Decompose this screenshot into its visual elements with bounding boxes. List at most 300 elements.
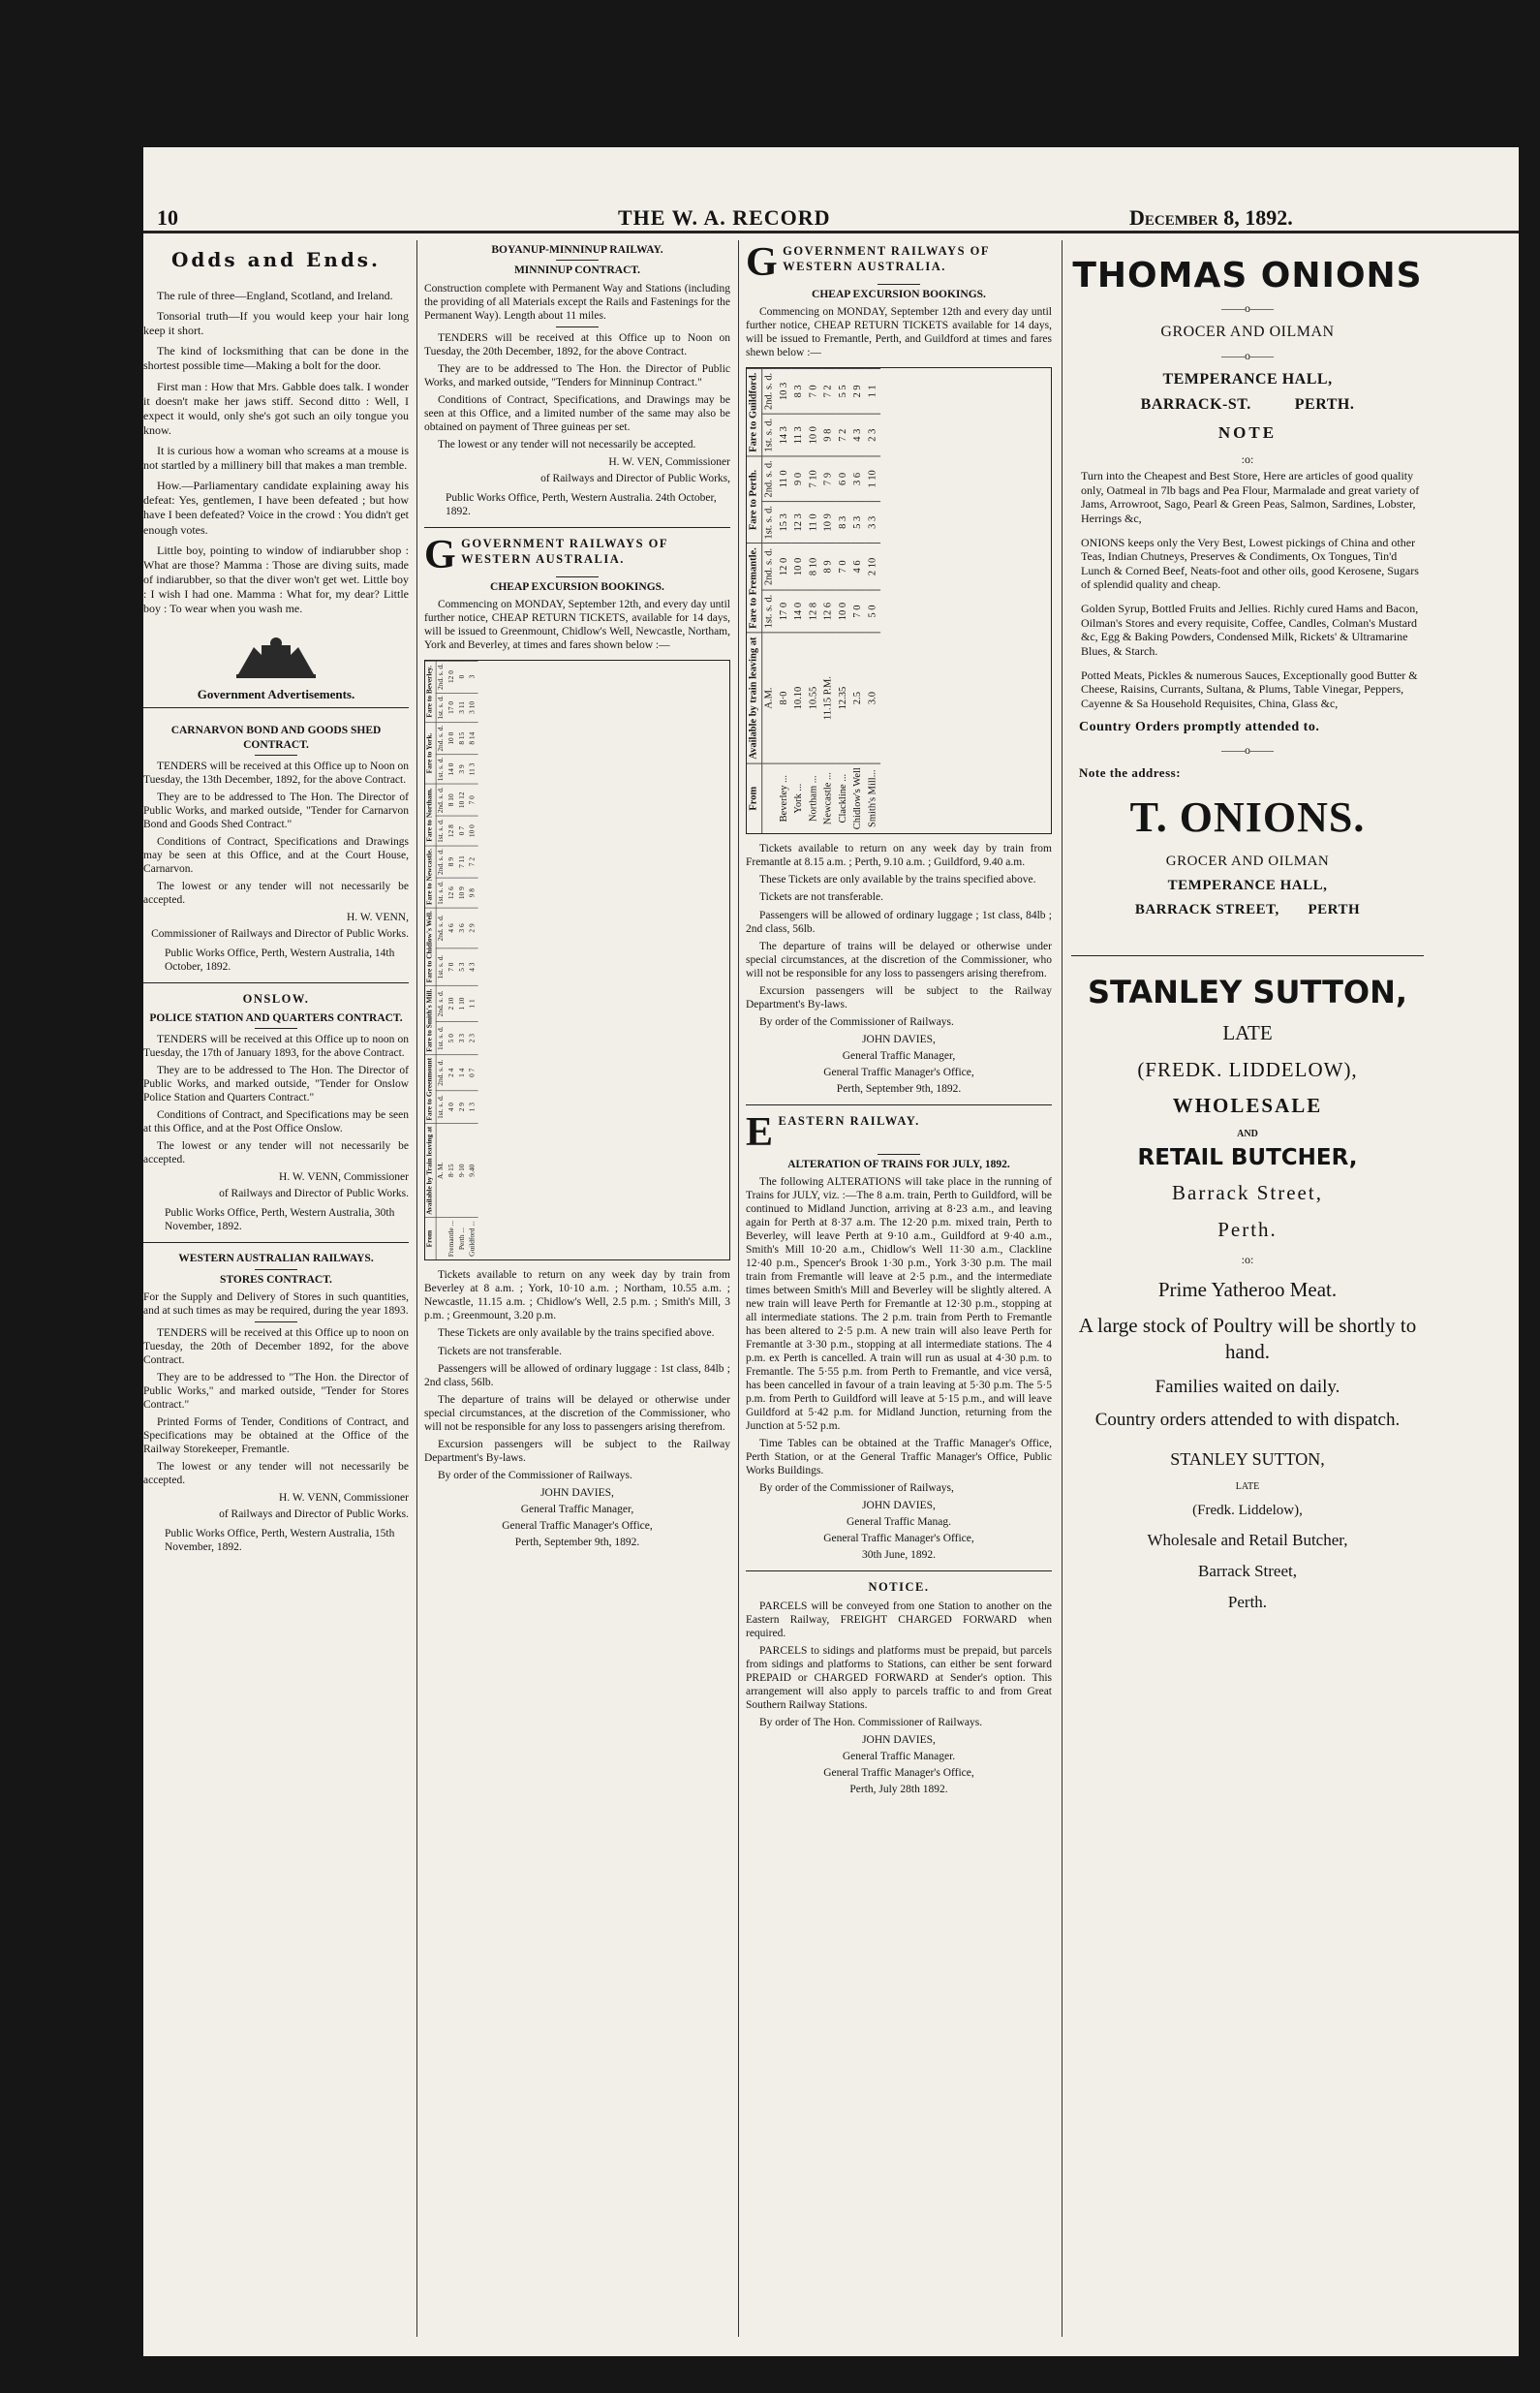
table-cell: 8 14 <box>468 723 478 755</box>
table-cell: 11 0 <box>777 456 791 502</box>
signature-office: General Traffic Manager's Office, <box>823 1767 974 1780</box>
notice-text: The lowest or any tender will not necessarily be accepted. <box>143 1461 409 1487</box>
column-divider <box>416 240 417 2337</box>
table-cell: 7 11 <box>457 846 468 878</box>
table-cell: 11.15 P.M. <box>821 634 836 764</box>
notice-place-date: Public Works Office, Perth, Western Australia, 14th October, 1892. <box>165 948 395 974</box>
masthead: THE W. A. RECORD <box>618 205 831 230</box>
table-cell: 4 3 <box>468 948 478 986</box>
sutton-wholesale: WHOLESALE <box>1172 1093 1323 1117</box>
signature-date: Perth, September 9th, 1892. <box>514 1536 640 1548</box>
signature-title: Commissioner of Railways and Director of Public Works. <box>151 928 409 941</box>
table-cell: 1 10 <box>457 986 468 1022</box>
table-unit-cell: 1st. s. d. <box>762 590 778 633</box>
table-header-cell: From <box>425 1218 436 1259</box>
table-cell: 11 3 <box>468 755 478 785</box>
short-rule <box>556 260 599 261</box>
onions-list: Potted Meats, Pickles & numerous Sauces, Exceptionally good Butter & Cheese, Raisins, Currants, Sultana, & Plums, Table Vinegar, Peppers, Cayenne & Sa Household Requisites, China, Glass &c, <box>1081 668 1418 710</box>
table-cell: 5 0 <box>447 1022 457 1055</box>
drop-cap: E <box>746 1109 775 1155</box>
sutton-name: STANLEY SUTTON, <box>1087 974 1408 1011</box>
table-cell: 1 10 <box>866 456 880 502</box>
onions-trade-2: GROCER AND OILMAN <box>1165 854 1330 870</box>
signature: JOHN DAVIES, <box>540 1486 614 1499</box>
notice-title <box>746 1109 1052 1155</box>
notice-subtitle: ALTERATION OF TRAINS FOR JULY, 1892. <box>787 1158 1010 1170</box>
table-cell: 10 9 <box>821 502 836 544</box>
table-row <box>866 369 880 834</box>
onions-city: PERTH. <box>1294 396 1355 413</box>
onions-list: Turn into the Cheapest and Best Store, Here are articles of good quality only, Oatmeal in 7lb bags and Pea Flour, Marmalade and great variety of Jams, Arrowroot, Sago, Pearl & Green Peas, Salmon, Sardines, Lobster, Herrings &c, <box>1081 469 1420 525</box>
column-3 <box>746 240 1052 2337</box>
table-cell: 9.40 <box>468 1124 478 1218</box>
table-cell: 12.35 <box>836 634 850 764</box>
table-header-cell: Fare to Newcastle. <box>425 846 436 908</box>
table-header-cell: From <box>747 763 762 833</box>
table-cell: 11 3 <box>792 415 807 457</box>
table-unit-cell: 1st. s. d. <box>436 879 447 909</box>
table-cell: 3 3 <box>457 1022 468 1055</box>
table-cell: Fremantle ... <box>447 1218 457 1259</box>
table-header-cell: Fare to York. <box>425 723 436 785</box>
table-cell: 12 8 <box>447 817 457 847</box>
notice-intro: Commencing on MONDAY, September 12th, and every day until further notice, CHEAP RETURN TICKETS, available for 14 days, will be issued to Greenmount, Chidlow's Well, Newcastle, Northam, York and Beverley, at times and fares shown below :— <box>424 599 730 652</box>
table-cell: 2 9 <box>468 908 478 948</box>
onions-note-address: Note the address: <box>1079 765 1182 781</box>
table-cell: 14 0 <box>792 590 807 633</box>
notice-place-date: Public Works Office, Perth, Western Australia. 24th October, 1892. <box>446 491 717 517</box>
short-rule <box>878 1154 920 1155</box>
signature: H. W. VENN, <box>346 912 409 924</box>
table-header-cell: Fare to Guildford. <box>747 369 762 457</box>
signature-date: Perth, September 9th, 1892. <box>836 1082 962 1095</box>
notice-subtitle: CHEAP EXCURSION BOOKINGS. <box>812 289 986 300</box>
table-cell: 7 2 <box>821 369 836 415</box>
table-cell: 12 0 <box>777 544 791 590</box>
sutton-street: Barrack Street, <box>1172 1181 1323 1205</box>
notice-text: The departure of trains will be delayed or otherwise under special circumstances, at the discretion of the Commissioner, who will not be responsible for any loss to passengers arising therefrom. <box>424 1393 730 1433</box>
table-cell: 1 1 <box>468 986 478 1022</box>
table-unit-cell: 2nd. s. d. <box>436 908 447 948</box>
onions-street: BARRACK-ST. <box>1140 396 1251 413</box>
notice-title: BOYANUP-MINNINUP RAILWAY. <box>491 244 663 256</box>
signature-office: General Traffic Manager's Office, <box>823 1066 974 1078</box>
table-unit-cell: 2nd. s. d. <box>436 986 447 1022</box>
fare-table-b <box>746 367 1052 834</box>
onions-list: ONIONS keeps only the Very Best, Lowest pickings of China and other Teas, Indian Chutneys, Preserves & Condiments, Ox Tongues, Tin'd Lunch & Corned Beef, Neats-foot and other oils, good Kerosene, Sugars of splendid quality and cheap. <box>1081 535 1419 592</box>
signature-title: of Railways and Director of Public Works. <box>219 1508 409 1521</box>
notice-text: Printed Forms of Tender, Conditions of Contract, and Specifications may be obtained at the Office of the Railway Storekeeper, Fremantle. <box>143 1416 409 1456</box>
table-unit-cell <box>762 763 778 833</box>
table-cell: 3 9 <box>457 755 468 785</box>
table-row <box>777 369 791 834</box>
table-cell: 3 11 <box>457 693 468 723</box>
section-rule <box>746 1570 1052 1571</box>
table-cell: 8 15 <box>457 723 468 755</box>
table-cell: 3 6 <box>851 456 866 502</box>
table-cell: 7 0 <box>807 369 821 415</box>
table-cell: 9 8 <box>821 415 836 457</box>
odds-title: Odds and Ends. <box>170 248 382 271</box>
sutton-and: AND <box>1237 1129 1258 1140</box>
signature-date: Perth, July 28th 1892. <box>849 1784 948 1796</box>
table-cell: 3 6 <box>457 908 468 948</box>
table-header-cell: Fare to Fremantle. <box>747 544 762 633</box>
notice-text: Tickets are not transferable. <box>438 1345 562 1357</box>
table-row <box>836 369 850 834</box>
section-rule <box>143 1242 409 1243</box>
column-1 <box>143 240 409 2337</box>
signature-date: 30th June, 1892. <box>861 1549 937 1562</box>
table-header-row <box>425 661 436 1259</box>
notice-title-text: GOVERNMENT RAILWAYS OF WESTERN AUSTRALIA. <box>461 536 668 566</box>
short-rule <box>255 1269 297 1270</box>
stores-notice <box>143 1252 409 1554</box>
table-cell: 2 9 <box>851 369 866 415</box>
ornament: :o: <box>1241 452 1254 466</box>
fare-table-a <box>424 660 730 1260</box>
table-cell: 8·15 <box>447 1124 457 1218</box>
signature-title: of Railways and Director of Public Works. <box>219 1188 409 1200</box>
notice-text: TENDERS will be received at this Office up to Noon on Tuesday, the 13th December, 1892, for the above Contract. <box>143 760 409 786</box>
table-cell: 8 9 <box>447 846 457 878</box>
notice-title <box>424 532 730 577</box>
short-rule <box>255 1028 297 1029</box>
table-unit-cell: 1st. s. d. <box>436 1091 447 1124</box>
table-cell: 10 0 <box>792 544 807 590</box>
table-cell: 8 9 <box>821 544 836 590</box>
table-cell: Smith's Mill... <box>866 763 880 833</box>
eastern-railway-notice <box>746 1109 1052 1563</box>
table-cell: 4 0 <box>447 1091 457 1124</box>
ornament: ——o—— <box>1221 301 1274 315</box>
odds-paragraph: First man : How that Mrs. Gabble does talk. I wonder it doesn't make her jaws stiff. Second ditto : Well, I expect it would, only she's got such an oily tongue you know. <box>143 379 409 437</box>
table-header-cell: Fare to Northam. <box>425 785 436 847</box>
table-header-cell: Fare to Beverley. <box>425 661 436 723</box>
notice-text: Conditions of Contract, Specifications, and Drawings may be seen at this Office, and a limited number of the same may also be obtained on payment of Three guineas per set. <box>424 393 730 433</box>
notice-intro: Construction complete with Permanent Way and Stations (including the providing of all Materials except the Rails and Fastenings for the Permanent Way). Length about 11 miles. <box>424 282 730 322</box>
sutton-retail: RETAIL BUTCHER, <box>1137 1145 1358 1171</box>
table-cell: 3 <box>468 661 478 693</box>
column-2 <box>424 240 730 2337</box>
table-unit-cell: 2nd. s. d. <box>436 723 447 755</box>
boyanup-notice <box>424 243 730 518</box>
sutton-street-2: Barrack Street, <box>1198 1562 1297 1581</box>
table-unit-cell: 2nd. s. d. <box>436 846 447 878</box>
table-cell: 5 5 <box>836 369 850 415</box>
table-cell: 4 6 <box>851 544 866 590</box>
table-cell: 12 6 <box>447 879 457 909</box>
sutton-late-2: LATE <box>1235 1480 1260 1492</box>
table-cell: 3 10 <box>468 693 478 723</box>
parcels-notice <box>746 1580 1052 1796</box>
onions-hall-2: TEMPERANCE HALL, <box>1167 878 1328 894</box>
signature-office: General Traffic Manager's Office, <box>823 1533 974 1545</box>
table-row <box>468 661 478 1259</box>
notice-title: ONSLOW. <box>242 992 310 1007</box>
notice-text: Passengers will be allowed of ordinary luggage : 1st class, 84lb ; 2nd class, 56lb. <box>424 1362 730 1388</box>
notice-text: Excursion passengers will be subject to the Railway Department's By-laws. <box>746 984 1052 1010</box>
signature-office: General Traffic Manager's Office, <box>502 1519 653 1532</box>
table-cell: Newcastle ... <box>821 763 836 833</box>
table-cell: 2 9 <box>457 1091 468 1124</box>
short-rule <box>556 326 599 327</box>
signature: H. W. VENN, Commissioner <box>279 1171 409 1184</box>
table-cell: 1 1 <box>866 369 880 415</box>
notice-text: By order of the Commissioner of Railways. <box>438 1469 632 1481</box>
onions-note: NOTE <box>1217 423 1278 442</box>
odds-paragraph: Little boy, pointing to window of indiarubber shop : What are those? Mamma : Those are diving suits, made of indiarubber, so that the diver won't get wet. Little boy : I wish I had one. Mamma : What for, my dear? Little boy : To wear when you wash me. <box>143 543 409 616</box>
excursion-notice-b <box>746 240 1052 1096</box>
notice-text: Tickets available to return on any week day by train from Beverley at 8 a.m. ; York, 10·10 a.m. ; Northam, 10.55 a.m. ; Newcastle, 11.15 a.m. ; Chidlow's Well, 2.5 p.m. ; Smith's Mill, 3 p.m. ; Greenmount, 3.20 p.m. <box>424 1269 730 1322</box>
table-cell: 2 10 <box>447 986 457 1022</box>
table-cell: Perth ... <box>457 1218 468 1259</box>
table-cell: 7 0 <box>447 948 457 986</box>
table-unit-cell: 1st. s. d. <box>762 415 778 457</box>
table-cell: Chidlow's Well <box>851 763 866 833</box>
notice-text: Excursion passengers will be subject to the Railway Department's By-laws. <box>424 1438 730 1464</box>
table-cell: 8 3 <box>792 369 807 415</box>
table-cell: 8 3 <box>836 502 850 544</box>
sutton-country: Country orders attended to with dispatch. <box>1094 1410 1401 1431</box>
table-cell: 10 9 <box>457 879 468 909</box>
drop-cap: G <box>746 240 780 285</box>
notice-subtitle: CHEAP EXCURSION BOOKINGS. <box>490 580 664 593</box>
table-cell: 12 8 <box>807 590 821 633</box>
odds-paragraph: It is curious how a woman who screams at a mouse is not startled by a millinery bill that makes a man tremble. <box>143 443 409 473</box>
table-cell: 5 0 <box>866 590 880 633</box>
table-cell: 2 3 <box>866 415 880 457</box>
table-header-cell: Fare to Chidlow's Well. <box>425 908 436 985</box>
onions-trade: GROCER AND OILMAN <box>1160 324 1335 340</box>
notice-subtitle: POLICE STATION AND QUARTERS CONTRACT. <box>149 1011 403 1024</box>
short-rule <box>878 284 920 285</box>
notice-place-date: Public Works Office, Perth, Western Australia, 15th November, 1892. <box>165 1528 395 1554</box>
table-cell: 4 3 <box>851 415 866 457</box>
notice-title: NOTICE. <box>868 1580 930 1595</box>
table-cell: 7 10 <box>807 456 821 502</box>
notice-title: WESTERN AUSTRALIAN RAILWAYS. <box>178 1253 374 1265</box>
notice-text: These Tickets are only available by the trains specified above. <box>759 874 1036 886</box>
table-cell: 2 3 <box>468 1022 478 1055</box>
table-header-cell: Fare to Smith's Mill. <box>425 986 436 1055</box>
odds-paragraph: The rule of three—England, Scotland, and Ireland. <box>157 289 393 302</box>
table-cell: 10 0 <box>447 723 457 755</box>
table-cell: 11 0 <box>807 502 821 544</box>
table-cell: 3 3 <box>866 502 880 544</box>
fare-table <box>425 661 478 1259</box>
ornament: ——o—— <box>1221 349 1274 362</box>
table-cell: 8·0 <box>777 634 791 764</box>
onions-address-2 <box>1071 902 1424 918</box>
onions-city-2: PERTH <box>1308 902 1361 918</box>
notice-text: By order of the Commissioner of Railways. <box>759 1015 954 1028</box>
table-cell: 2 4 <box>447 1055 457 1091</box>
table-unit-row <box>762 369 778 834</box>
issue-date: December 8, 1892. <box>1129 205 1293 230</box>
notice-title <box>746 240 1052 285</box>
table-unit-cell: A.M. <box>762 634 778 764</box>
ornament: ——o—— <box>1221 743 1274 758</box>
table-cell: Clackline ... <box>836 763 850 833</box>
page-number: 10 <box>157 205 178 230</box>
notice-intro: Commencing on MONDAY, September 12th and every day until further notice, CHEAP RETURN TICKETS available for 14 days, will be issued to Fremantle, Perth, and Guildford at times and fares shewn below :— <box>746 306 1052 359</box>
section-rule <box>143 982 409 983</box>
table-cell: 10 0 <box>807 415 821 457</box>
short-rule <box>255 755 297 756</box>
sutton-city: Perth. <box>1217 1217 1278 1241</box>
onslow-notice <box>143 992 409 1233</box>
notice-text: PARCELS to sidings and platforms must be prepaid, but parcels from sidings and platforms to Stations, can either be sent forward PREPAID or CHARGED FORWARD at Sender's option. This arrangement will also apply to parcels traffic to and from Great Southern Railway Stations. <box>746 1645 1052 1712</box>
table-cell: 14 3 <box>777 415 791 457</box>
notice-title-text: EASTERN RAILWAY. <box>778 1113 920 1128</box>
table-unit-cell: 1st. s. d. <box>436 755 447 785</box>
table-cell: 10 12 <box>457 785 468 817</box>
onions-name: THOMAS ONIONS <box>1072 256 1423 295</box>
table-cell: 10 0 <box>468 817 478 847</box>
notice-text: They are to be addressed to "The Hon. the Director of Public Works," and marked outside, "Tender for Stores Contract." <box>143 1372 409 1412</box>
signature-title: General Traffic Manager, <box>842 1049 956 1062</box>
fare-table-rotated <box>425 661 478 1259</box>
table-cell: Northam ... <box>807 763 821 833</box>
table-unit-cell: 1st. s. d. <box>436 693 447 723</box>
table-unit-cell: 1st. s. d. <box>436 817 447 847</box>
table-cell: 4 6 <box>447 908 457 948</box>
onions-country-orders: Country Orders promptly attended to. <box>1079 720 1320 735</box>
notice-text: Conditions of Contract, and Specifications may be seen at this Office, and at the Post Office Onslow. <box>143 1109 409 1135</box>
section-rule <box>1071 955 1424 956</box>
table-unit-cell: 2nd. s. d. <box>436 785 447 817</box>
column-divider <box>738 240 739 2337</box>
table-unit-cell: 1st. s. d. <box>436 1022 447 1055</box>
notice-text: PARCELS will be conveyed from one Station to another on the Eastern Railway, FREIGHT CHARGED FORWARD when required. <box>746 1601 1052 1640</box>
table-header-cell: Fare to Greenmount <box>425 1055 436 1124</box>
signature-title: of Railways and Director of Public Works, <box>540 472 730 484</box>
table-unit-cell: 1st. s. d. <box>762 502 778 544</box>
table-row <box>447 661 457 1259</box>
notice-text: The following ALTERATIONS will take place in the running of Trains for JULY, viz. :—The 8 a.m. train, Perth to Guildford, will be continued to Midland Junction, arriving at 8·23 a.m., and leaving again for Perth at 8·37 a.m. The 12·20 p.m. mixed train, Perth to Beverley, will leave Perth at 9·10 a.m., Guildford at 9·40 a.m., Smith's Mill 10·20 a.m., Chidlow's Well 11·30 a.m., Clackline 12·40 p.m., Spencer's Brook 1·30 p.m., York 3·30 p.m. The mail train from Fremantle will leave at 2·5 p.m., and the intermediate times between Smith's Mill and Beverley will be slightly altered. A new train will leave Perth for Fremantle at 12·30 p.m., stopping at all intermediate stations. The 2 p.m. train from Perth to Fremantle has been altered to 2·5 p.m. A new train will also leave Perth for Fremantle at 3·30 p.m., stopping at all intermediate stations. The 4 p.m. ex Perth is cancelled. A train will run as usual at 4·30 p.m. to Fremantle. The 5·55 p.m. from Perth to Fremantle, and vice versâ, has been cancelled in favour of a train leaving at 5·30 p.m. The 5·5 p.m. from Perth to Guildford will leave at 5·15 p.m., and will leave Guildford at 5·42 p.m. for Midland Junction, returning from the Junction at 5·52 p.m. <box>746 1176 1052 1433</box>
table-cell: 8 10 <box>447 785 457 817</box>
notice-text: TENDERS will be received at this Office up to Noon on Tuesday, the 20th December, 1892, for the above Contract. <box>424 331 730 357</box>
notice-text: Tickets are not transferable. <box>759 891 883 904</box>
table-header-cell: Available by Train leaving at <box>425 1124 436 1218</box>
table-header-row <box>747 369 762 834</box>
table-header-cell: Fare to Perth. <box>747 456 762 544</box>
signature-title: General Traffic Manag. <box>846 1516 952 1529</box>
table-cell: 3.0 <box>866 634 880 764</box>
notice-title-text: GOVERNMENT RAILWAYS OF WESTERN AUSTRALIA. <box>783 244 990 273</box>
table-cell: 10 0 <box>836 590 850 633</box>
ornament: :o: <box>1241 1252 1254 1266</box>
notice-subtitle: MINNINUP CONTRACT. <box>513 264 641 277</box>
table-cell: 17 0 <box>777 590 791 633</box>
notice-text: Passengers will be allowed of ordinary luggage ; 1st class, 84lb ; 2nd class, 56lb. <box>746 909 1052 935</box>
notice-text: Conditions of Contract, Specifications and Drawings may be seen at this Office, and at the Court House, Carnarvon. <box>143 836 409 876</box>
table-cell: 6 0 <box>836 456 850 502</box>
drop-cap: G <box>424 532 458 577</box>
table-cell: 5 3 <box>457 948 468 986</box>
onions-name-2: T. ONIONS. <box>1129 793 1366 842</box>
table-cell: 9 0 <box>792 456 807 502</box>
table-cell: 10 3 <box>777 369 791 415</box>
signature: JOHN DAVIES, <box>862 1734 936 1747</box>
column-divider <box>1062 240 1063 2337</box>
sutton-name-2: STANLEY SUTTON, <box>1170 1449 1325 1470</box>
table-cell: 7 0 <box>851 590 866 633</box>
table-cell: 7 0 <box>836 544 850 590</box>
onions-list: Golden Syrup, Bottled Fruits and Jellies. Richly cured Hams and Bacon, Oilman's Stores and every requisite, Coffee, Candles, Colman's Mustard &c, Egg & Baking Powders, Condensed Milk, Rickets' & Ultramarine Blues, & Starch. <box>1081 602 1419 658</box>
sutton-previous: (FREDK. LIDDELOW), <box>1137 1057 1358 1081</box>
table-cell: 14 0 <box>447 755 457 785</box>
signature-title: General Traffic Manager. <box>842 1751 956 1763</box>
sutton-previous-2: (Fredk. Liddelow), <box>1192 1502 1303 1518</box>
notice-text: By order of the Commissioner of Railways, <box>759 1482 954 1495</box>
table-cell: 10.10 <box>792 634 807 764</box>
page-header <box>143 176 1519 230</box>
table-unit-cell: 2nd. s. d. <box>436 661 447 693</box>
notice-text: The lowest or any tender will not necessarily be accepted. <box>438 438 696 451</box>
odds-paragraph: Tonsorial truth—If you would keep your hair long keep it short. <box>143 309 409 338</box>
notice-text: They are to be addressed to The Hon. the Director of Public Works, and marked outside, "Tenders for Minninup Contract." <box>424 362 730 388</box>
table-cell: 7 9 <box>821 456 836 502</box>
notice-text: TENDERS will be received at this Office up to noon on Tuesday, the 17th of January 1893, for the above Contract. <box>143 1034 409 1060</box>
table-unit-cell: 2nd. s. d. <box>436 1055 447 1091</box>
sutton-role-2: Wholesale and Retail Butcher, <box>1147 1531 1348 1550</box>
notice-intro: For the Supply and Delivery of Stores in such quantities, and at such times as may be required, during the year 1893. <box>143 1291 409 1318</box>
table-unit-cell <box>436 1218 447 1259</box>
table-row <box>807 369 821 834</box>
fare-table <box>747 368 880 833</box>
notice-text: Time Tables can be obtained at the Traffic Manager's Office, Perth Station, or at the General Traffic Manager's Office, Public Works Buildings. <box>746 1438 1052 1477</box>
signature: H. W. VEN, Commissioner <box>608 455 730 468</box>
sutton-late: LATE <box>1222 1021 1273 1045</box>
odds-and-ends <box>143 289 409 616</box>
table-cell: York ... <box>792 763 807 833</box>
signature-title: General Traffic Manager, <box>520 1503 634 1515</box>
table-unit-cell: A. M. <box>436 1124 447 1218</box>
table-unit-cell: 2nd. s. d. <box>762 456 778 502</box>
column-4 <box>1071 240 1424 2337</box>
table-cell: 9·10 <box>457 1124 468 1218</box>
table-unit-cell: 2nd. s. d. <box>762 544 778 590</box>
onions-street-2: BARRACK STREET, <box>1134 902 1279 918</box>
gov-adv-heading: Government Advertisements. <box>143 687 409 708</box>
notice-text: These Tickets are only available by the trains specified above. <box>438 1327 715 1340</box>
notice-text: TENDERS will be received at this Office up to noon on Tuesday, the 20th of December 1892, for the above Contract. <box>143 1327 409 1367</box>
table-cell: 2 10 <box>866 544 880 590</box>
notice-subtitle: STORES CONTRACT. <box>220 1273 332 1286</box>
signature: H. W. VENN, Commissioner <box>279 1492 409 1505</box>
short-rule <box>255 1321 297 1322</box>
signature: JOHN DAVIES, <box>862 1500 936 1512</box>
table-cell: 1 3 <box>468 1091 478 1124</box>
notice-title: CARNARVON BOND AND GOODS SHED CONTRACT. <box>170 725 382 751</box>
table-cell: 5 3 <box>851 502 866 544</box>
table-unit-cell: 2nd. s. d. <box>762 369 778 415</box>
notice-text: Tickets available to return on any week day by train from Fremantle at 8.15 a.m. ; Perth, 9.10 a.m. ; Guildford, 9.40 a.m. <box>746 843 1052 869</box>
table-cell: 12 0 <box>447 661 457 693</box>
sutton-poultry: A large stock of Poultry will be shortly to hand. <box>1078 1314 1417 1364</box>
signature: JOHN DAVIES, <box>862 1033 936 1045</box>
newspaper-page <box>143 147 1519 2356</box>
table-cell: Guildford ... <box>468 1218 478 1259</box>
notice-text: By order of The Hon. Commissioner of Railways. <box>759 1717 983 1729</box>
table-cell: 7 2 <box>468 846 478 878</box>
table-row <box>821 369 836 834</box>
table-cell: 17 0 <box>447 693 457 723</box>
table-cell: 10.55 <box>807 634 821 764</box>
odds-paragraph: How.—Parliamentary candidate explaining away his defeat: Yes, gentlemen, I have been defeated ; but how have I been defeated? Voice in the crowd : You didn't get enough votes. <box>143 479 409 537</box>
